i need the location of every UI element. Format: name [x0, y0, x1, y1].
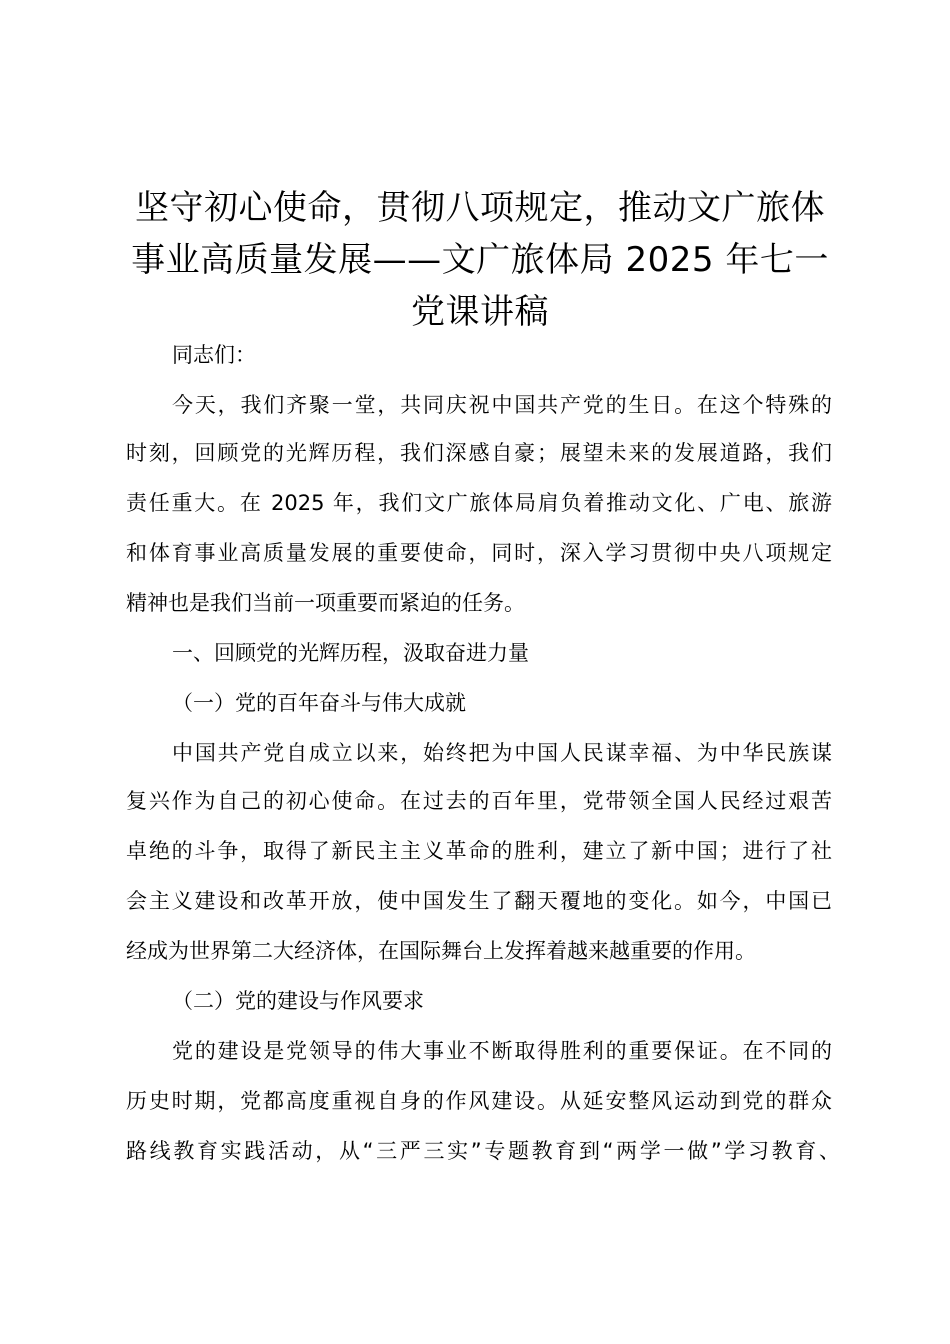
paragraph-2-line-4: 会主义建设和改革开放，使中国发生了翻天覆地的变化。如今，中国已: [126, 889, 832, 913]
paragraph-3-line-3: 路线教育实践活动，从“三严三实”专题教育到“两学一做”学习教育、: [126, 1139, 840, 1163]
paragraph-1-line-3: 责任重大。在 2025 年，我们文广旅体局肩负着推动文化、广电、旅游: [126, 491, 832, 515]
paragraph-1-line-2: 时刻，回顾党的光辉历程，我们深感自豪；展望未来的发展道路，我们: [126, 441, 832, 465]
subsection-heading-2: （二）党的建设与作风要求: [172, 989, 424, 1013]
document-title-line-3: 党课讲稿: [411, 292, 549, 332]
paragraph-1-line-1: 今天，我们齐聚一堂，共同庆祝中国共产党的生日。在这个特殊的: [172, 393, 832, 417]
subsection-heading-1: （一）党的百年奋斗与伟大成就: [172, 691, 466, 715]
paragraph-3-line-2: 历史时期，党都高度重视自身的作风建设。从延安整风运动到党的群众: [126, 1089, 832, 1113]
paragraph-2-line-2: 复兴作为自己的初心使命。在过去的百年里，党带领全国人民经过艰苦: [126, 789, 832, 813]
document-title-line-2: 事业高质量发展——文广旅体局 2025 年七一: [131, 240, 829, 280]
paragraph-1-line-4: 和体育事业高质量发展的重要使命，同时，深入学习贯彻中央八项规定: [126, 541, 832, 565]
document-title-line-1: 坚守初心使命，贯彻八项规定，推动文广旅体: [135, 188, 825, 228]
section-heading-1: 一、回顾党的光辉历程，汲取奋进力量: [172, 641, 529, 665]
paragraph-1-line-5: 精神也是我们当前一项重要而紧迫的任务。: [126, 591, 525, 615]
paragraph-3-line-1: 党的建设是党领导的伟大事业不断取得胜利的重要保证。在不同的: [172, 1039, 832, 1063]
paragraph-2-line-5: 经成为世界第二大经济体，在国际舞台上发挥着越来越重要的作用。: [126, 939, 756, 963]
paragraph-2-line-3: 卓绝的斗争，取得了新民主主义革命的胜利，建立了新中国；进行了社: [126, 839, 832, 863]
salutation: 同志们：: [172, 343, 256, 367]
paragraph-2-line-1: 中国共产党自成立以来，始终把为中国人民谋幸福、为中华民族谋: [172, 741, 832, 765]
